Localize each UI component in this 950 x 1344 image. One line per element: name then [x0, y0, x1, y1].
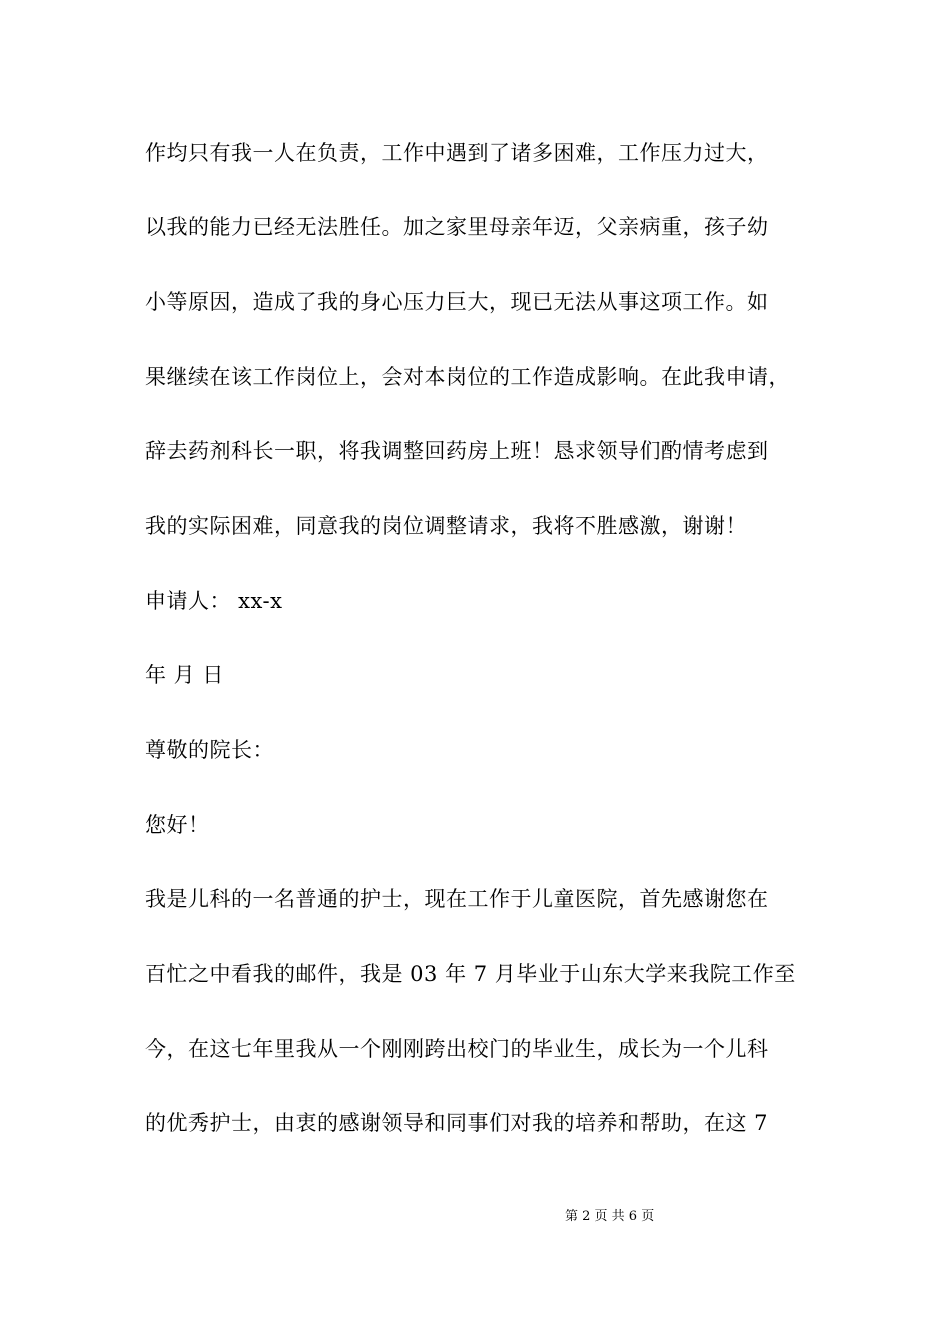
text-line-1: 作均只有我一人在负责，工作中遇到了诸多困难，工作压力过大，	[145, 141, 769, 165]
text-line-12: 百忙之中看我的邮件，我是 03 年 7 月毕业于山东大学来我院工作至	[145, 962, 796, 986]
text-line-14: 的优秀护士，由衷的感谢领导和同事们对我的培养和帮助，在这 7	[145, 1111, 769, 1135]
salutation-line: 尊敬的院长：	[145, 738, 274, 762]
greeting-line: 您好！	[145, 813, 210, 837]
applicant-line: 申请人： xx-x	[145, 589, 283, 613]
text-line-6: 我的实际困难，同意我的岗位调整请求，我将不胜感激，谢谢！	[145, 514, 747, 538]
date-line: 年 月 日	[145, 663, 224, 687]
page-number: 第 2 页 共 6 页	[565, 1209, 655, 1224]
text-line-11: 我是儿科的一名普通的护士，现在工作于儿童医院，首先感谢您在	[145, 887, 769, 911]
text-line-3: 小等原因，造成了我的身心压力巨大，现已无法从事这项工作。如	[145, 290, 769, 314]
text-line-4: 果继续在该工作岗位上，会对本岗位的工作造成影响。在此我申请，	[145, 365, 790, 389]
text-line-2: 以我的能力已经无法胜任。加之家里母亲年迈，父亲病重，孩子幼	[145, 215, 769, 239]
text-line-13: 今，在这七年里我从一个刚刚跨出校门的毕业生，成长为一个儿科	[145, 1037, 769, 1061]
text-line-5: 辞去药剂科长一职，将我调整回药房上班！恳求领导们酌情考虑到	[145, 439, 769, 463]
